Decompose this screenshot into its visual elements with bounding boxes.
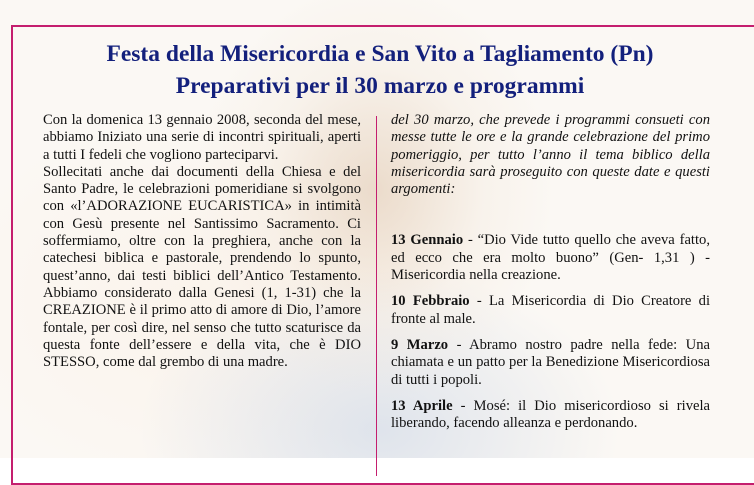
program-entry bbox=[391, 337, 710, 389]
entry-date: 9 Marzo bbox=[391, 336, 449, 353]
program-entry bbox=[391, 232, 710, 284]
entry-date: 13 Aprile bbox=[391, 397, 453, 414]
column-divider bbox=[376, 116, 377, 476]
right-intro: del 30 marzo, che prevede i programmi consueti con messe tutte le ore e la grande celebrazione del primo pomeriggio, per tutto l’anno il tema biblico della misericordia sarà proseguito con queste date e questi argomenti: bbox=[391, 112, 710, 198]
article-title: Festa della Misericordia e San Vito a Tagliamento (Pn) bbox=[106, 41, 654, 67]
entry-text: - “Dio Vide tutto quello che aveva fatto, ed ecco che era molto buono” (Gen- 1,31 ) - Misericordia nella creazione. bbox=[391, 232, 710, 284]
entry-text: - Abramo nostro padre nella fede: Una chiamata e un patto per la Benedizione Misericordiosa di tutti i popoli. bbox=[391, 336, 710, 388]
left-paragraph: Con la domenica 13 gennaio 2008, seconda del mese, abbiamo Iniziato una serie di incontri spirituali, aperti a tutti I fedeli che vogliono parteciparvi. bbox=[43, 112, 361, 163]
entry-text: - Mosé: il Dio misericordioso si rivela liberando, facendo alleanza e perdonando. bbox=[391, 397, 711, 432]
entry-text: - La Misericordia di Dio Creatore di fronte al male. bbox=[391, 293, 711, 327]
right-column bbox=[391, 112, 710, 432]
entry-date: 13 Gennaio bbox=[391, 232, 464, 249]
article-subtitle: Preparativi per il 30 marzo e programmi bbox=[175, 73, 585, 99]
program-entry bbox=[391, 293, 710, 328]
left-paragraph: Sollecitati anche dai documenti della Chiesa e del Santo Padre, le celebrazioni pomeridiane si svolgono con «l’ADORAZIONE EUCARISTICA» in intimità con Gesù presente nel Santissimo Sacramento. Ci soffermiamo, oltre con la preghiera, anche con la catechesi biblica e pastorale, prendendo lo spunto, quest’anno, dai testi biblici dell’Antico Testamento. Abbiamo considerato dalla Genesi (1, 1-31) che la CREAZIONE è il primo atto di amore di Dio, l’amore fontale, per così dire, nel senso che tutto scaturisce da questa fonte dell’essere e della vita, che è DIO STESSO, come dal grembo di una madre. bbox=[43, 163, 361, 371]
left-column bbox=[43, 112, 361, 371]
entry-date: 10 Febbraio bbox=[391, 293, 470, 310]
program-entry bbox=[391, 398, 710, 433]
